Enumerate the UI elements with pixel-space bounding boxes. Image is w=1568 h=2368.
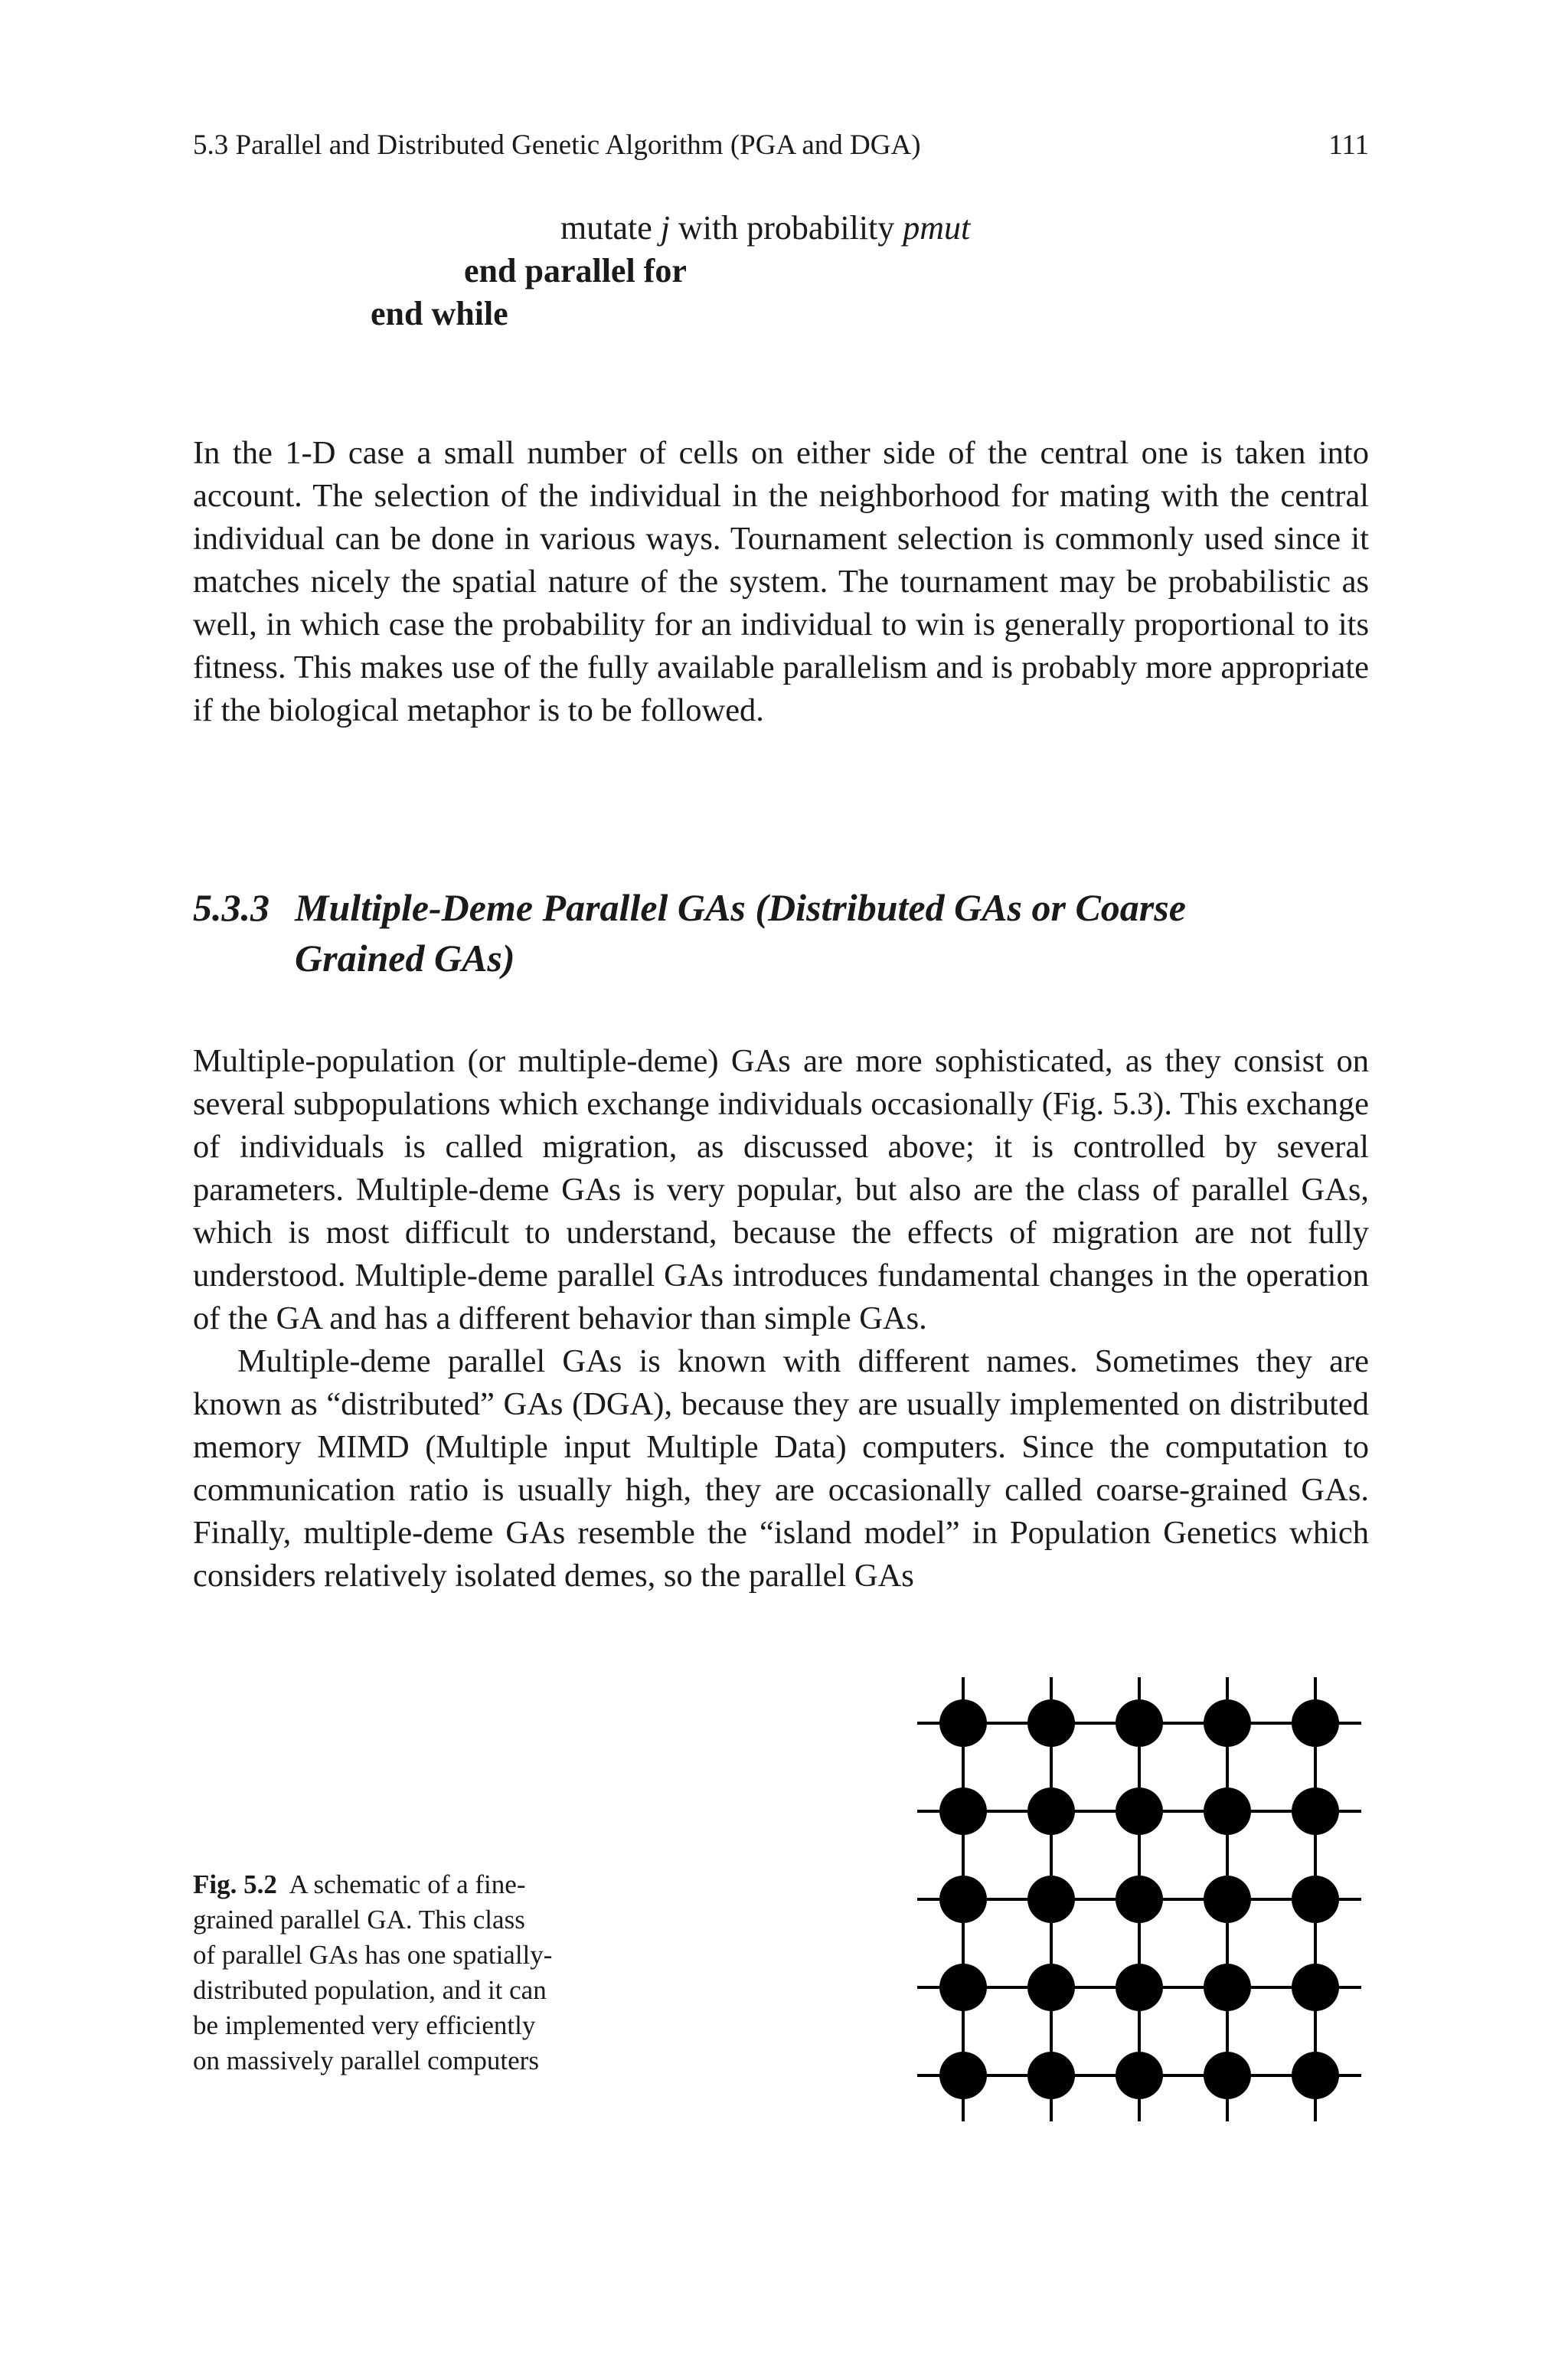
figure-caption	[193, 1867, 553, 2079]
figure-label: Fig. 5.2	[193, 1869, 277, 1899]
grid-node	[939, 1787, 987, 1835]
algorithm-keyword-mutate: mutate	[560, 209, 661, 247]
section-title-line2: Grained GAs)	[295, 937, 515, 980]
section-body	[193, 1040, 1369, 1598]
grid-node	[1204, 1964, 1251, 2011]
grid-node	[939, 1699, 987, 1747]
grid-node	[1292, 1964, 1339, 2011]
paragraph-multiple-deme-intro: Multiple-population (or multiple-deme) GAs are more sophisticated, as they consist on several subpopulations which exchange individuals occasionally (Fig. 5.3). This exchange of individuals is called migration, as discussed above; it is controlled by several parameters. Multiple-deme GAs is very popular, but also are the class of parallel GAs, which is most difficult to understand, because the effects of migration are not fully understood. Multiple-deme parallel GAs introduces fundamental changes in the operation of the GA and has a different behavior than simple GAs.	[193, 1043, 1369, 1336]
section-heading	[193, 882, 1369, 983]
algorithm-var-j: j	[660, 209, 670, 247]
paragraph-fine-grained-selection: In the 1-D case a small number of cells on either side of the central one is taken into account. The selection of the individual in the neighborhood for mating with the central individual can be done in various ways. Tournament selection is commonly used since it matches nicely the spatial nature of the system. The tournament may be probabilistic as well, in which case the probability for an individual to win is generally proportional to its fitness. This makes use of the fully available parallelism and is probably more appropriate if the biological metaphor is to be followed.	[193, 435, 1369, 728]
grid-node	[1292, 1876, 1339, 1923]
grid-node	[1116, 1964, 1163, 2011]
grid-node	[1027, 2052, 1075, 2099]
grid-node	[1204, 1699, 1251, 1747]
grid-node	[1292, 1787, 1339, 1835]
figure-caption-text: A schematic of a fine-grained parallel GA. This class of parallel GAs has one spatially-distributed population, and it can be implemented very efficiently on massively parallel computers	[193, 1869, 553, 2075]
page-number: 111	[1328, 129, 1369, 161]
grid-node	[1204, 2052, 1251, 2099]
fine-grained-grid-figure	[896, 1662, 1386, 2144]
section-number: 5.3.3	[193, 886, 270, 929]
grid-node	[1116, 1876, 1163, 1923]
running-head-title: 5.3 Parallel and Distributed Genetic Algorithm (PGA and DGA)	[193, 129, 921, 161]
algorithm-line-end-parallel-for: end parallel for	[464, 252, 687, 289]
grid-node	[939, 1876, 987, 1923]
grid-node	[939, 2052, 987, 2099]
grid-node	[1027, 1876, 1075, 1923]
grid-node	[1116, 1787, 1163, 1835]
grid-node	[1116, 2052, 1163, 2099]
section-title-line1: Multiple-Deme Parallel GAs (Distributed GAs or Coarse	[295, 886, 1186, 929]
grid-node	[1027, 1787, 1075, 1835]
grid-node	[1204, 1787, 1251, 1835]
grid-node	[1292, 1699, 1339, 1747]
grid-node	[1292, 2052, 1339, 2099]
grid-node	[1027, 1964, 1075, 2011]
algorithm-line-mutate	[560, 207, 970, 250]
algorithm-param-pmut: pmut	[903, 209, 971, 247]
grid-node	[1204, 1876, 1251, 1923]
grid-node	[939, 1964, 987, 2011]
algorithm-text-with-probability: with probability	[669, 209, 903, 247]
grid-node	[1116, 1699, 1163, 1747]
section-heading-line1	[193, 882, 1369, 933]
algorithm-line-end-while: end while	[371, 295, 508, 332]
paragraph-multiple-deme-names: Multiple-deme parallel GAs is known with different names. Sometimes they are known as “distributed” GAs (DGA), because they are usually implemented on distributed memory MIMD (Multiple input Multiple Data) computers. Since the computation to communication ratio is usually high, they are occasionally called coarse-grained GAs. Finally, multiple-deme GAs resemble the “island model” in Population Genetics which considers relatively isolated demes, so the parallel GAs	[193, 1343, 1369, 1594]
running-head	[193, 129, 1369, 162]
grid-node	[1027, 1699, 1075, 1747]
